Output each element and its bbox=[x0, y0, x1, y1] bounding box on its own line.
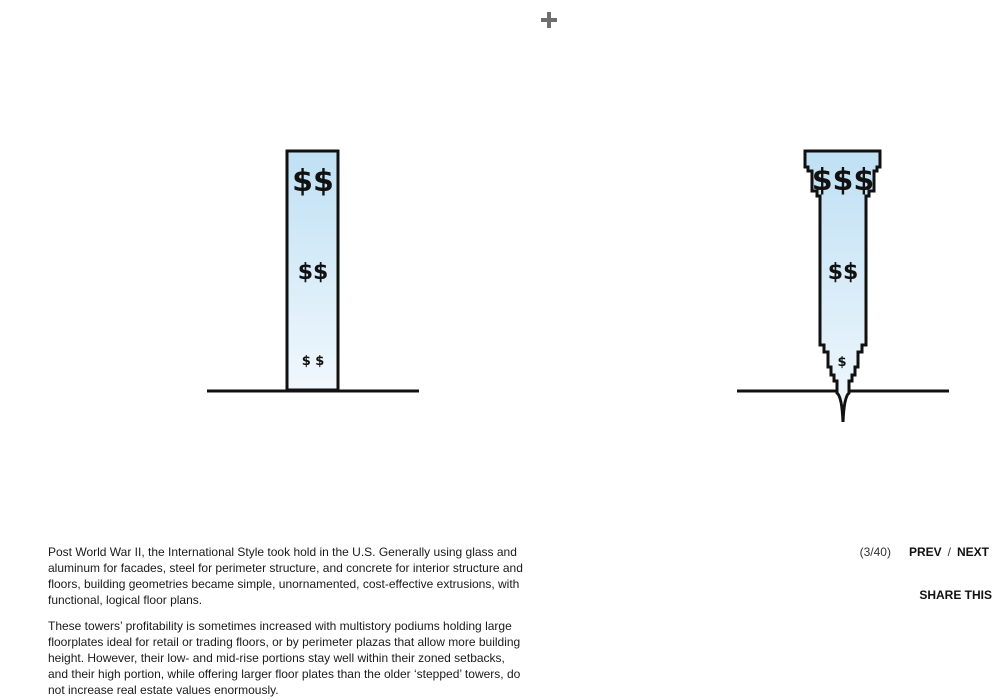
left-tower-top-label: $$ bbox=[292, 164, 334, 199]
right-tower-middle-label: $$ bbox=[827, 260, 859, 285]
share-link[interactable]: SHARE THIS bbox=[919, 588, 992, 602]
caption-paragraph-1: Post World War II, the International Style took hold in the U.S. Generally using glass and aluminum for facades, steel for perimeter structure, and concrete for interior structure and floors, building geometries became simple, unornamented, cost-effective extrusions, with functional, logical floor plans. bbox=[48, 545, 523, 607]
nav-separator: / bbox=[947, 545, 951, 559]
slide-navigation bbox=[860, 545, 989, 559]
next-link[interactable]: NEXT bbox=[956, 545, 989, 559]
right-tower-top-label: $$$ bbox=[811, 163, 875, 198]
left-tower-bottom-label: $ $ bbox=[301, 354, 325, 369]
slide-counter: (3/40) bbox=[859, 545, 891, 559]
right-tower-bottom-label: $ bbox=[837, 355, 847, 370]
caption-paragraph-2: These towers’ profitability is sometimes increased with multistory podiums holding large floorplates ideal for retail or trading floors, or by perimeter plazas that allow more building height. However, their low- and mid-rise portions stay well within their zoned setbacks, and their high portion, while offering larger floor plates than the older ‘stepped’ towers, do not increase real estate values enormously. bbox=[48, 619, 521, 697]
left-tower bbox=[207, 151, 419, 391]
prev-link[interactable]: PREV bbox=[908, 545, 942, 559]
left-tower-middle-label: $$ bbox=[297, 260, 329, 285]
right-tower bbox=[737, 151, 949, 422]
slide-caption bbox=[48, 544, 528, 700]
